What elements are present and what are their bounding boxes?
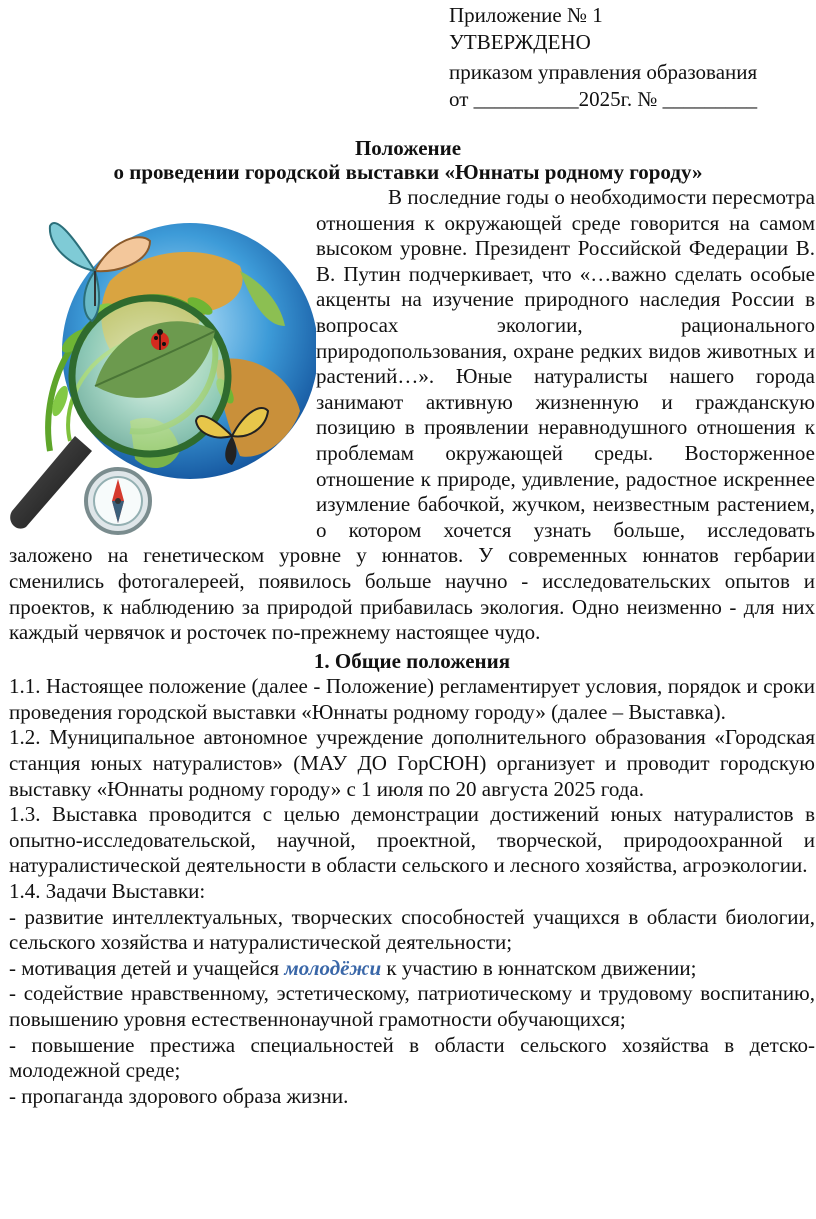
- intro-paragraph: В последние годы о необходимости пересмотра отношения к окружающей среде говорится на самом высоком уровне. Президент Российской Федерации В. В. Путин подчеркивает, что «…важно сделать особые акценты на изучение природного наследия России в вопросах экологии, рационального природопользования, охране редких видов животных и растений…». Юные натуралисты нашего города занимают активную жизненную и гражданскую позицию в проявлении неравнодушного отношения к проблемам окружающей среды. Восторженное отношение к природе, удивление, радостное искреннее изумление бабочкой, жучком, неизвестным растением, о котором хочется узнать больше, исследовать заложено на генетическом уровне у юннатов. У современных юннатов гербарии сменились фотогалереей, появилось больше научно - исследовательских опытов и проектов, к наблюдению за природой прибавилась экология. Одно неизменно - для них каждый червячок и росточек по-прежнему настоящее чудо.: [9, 185, 815, 645]
- approval-header: [449, 2, 809, 112]
- appendix-label: Приложение № 1: [449, 3, 603, 27]
- task-2-suffix: к участию в юннатском движении;: [381, 955, 697, 980]
- task-item-4: - повышение престижа специальностей в области сельского хозяйства в детско-молодежной среде;: [9, 1032, 815, 1083]
- task-item-1: - развитие интеллектуальных, творческих способностей учащихся в области биологии, сельского хозяйства и натуралистической деятельности;: [9, 904, 815, 955]
- globe-magnifier-illustration: [0, 211, 316, 543]
- document-body: [9, 185, 815, 1109]
- task-item-2: [9, 956, 815, 982]
- section-1-title: 1. Общие положения: [313, 648, 511, 673]
- clause-1-1: 1.1. Настоящее положение (далее - Положение) регламентирует условия, порядок и сроки проведения городской выставки «Юннаты родному городу» (далее – Выставка).: [9, 674, 815, 724]
- title-line-1: Положение: [354, 136, 462, 160]
- order-date-line: от __________2025г. № _________: [449, 86, 758, 111]
- task-item-3: - содействие нравственному, эстетическому, патриотическому и трудовому воспитанию, повышению уровня естественнонаучной грамотности обучающихся;: [9, 981, 815, 1031]
- globe-icon: [0, 211, 316, 543]
- order-label: приказом управления образования: [449, 60, 758, 84]
- task-2-prefix: - мотивация детей и учащейся: [9, 955, 285, 980]
- task-2-emphasis: молодёжи: [284, 955, 382, 980]
- approved-label: УТВЕРЖДЕНО: [449, 29, 591, 54]
- document-title: [0, 136, 816, 184]
- task-item-5: - пропаганда здорового образа жизни.: [9, 1083, 349, 1108]
- clause-1-4: 1.4. Задачи Выставки:: [9, 879, 206, 904]
- clause-1-2: 1.2. Муниципальное автономное учреждение дополнительного образования «Городская станция юных натуралистов» (МАУ ДО ГорСЮН) организует и проводит городскую выставку «Юннаты родному городу» с 1 июля по 20 августа 2025 года.: [9, 725, 815, 801]
- clause-1-3: 1.3. Выставка проводится с целью демонстрации достижений юных натуралистов в опытно-исследовательской, научной, проектной, творческой, природоохранной и натуралистической деятельности в области сельского и лесного хозяйства, агроэкологии.: [9, 802, 815, 878]
- title-line-2: о проведении городской выставки «Юннаты родному городу»: [113, 160, 703, 184]
- compass-icon: [86, 469, 150, 533]
